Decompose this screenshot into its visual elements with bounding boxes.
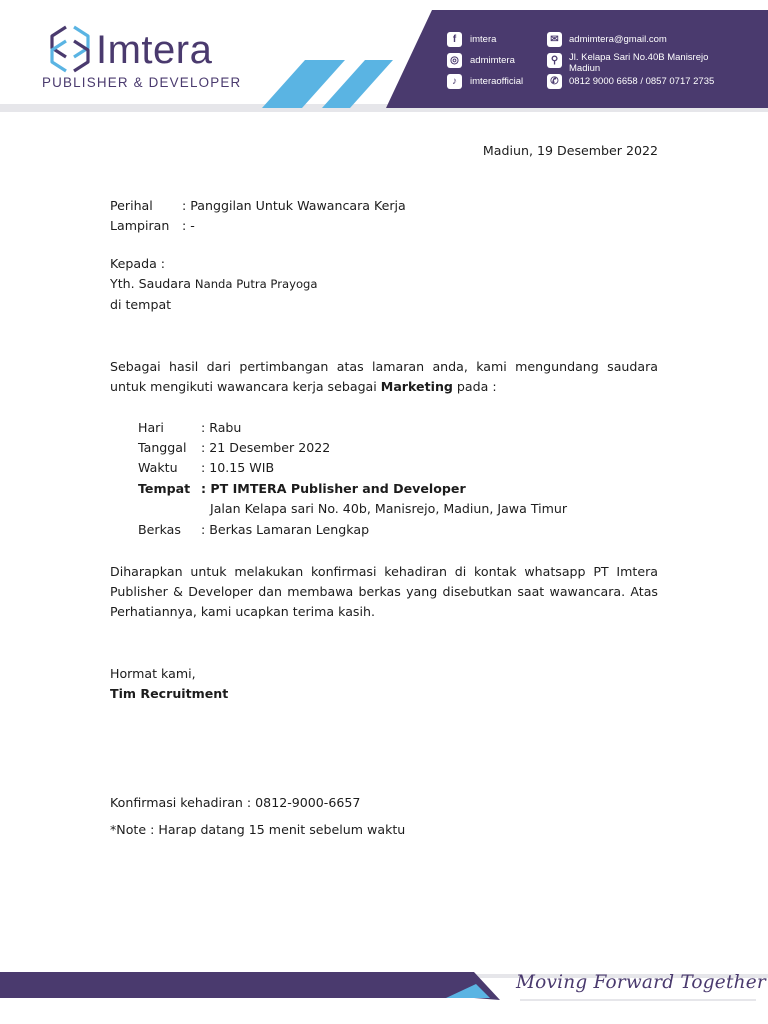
intro-text: Sebagai hasil dari pertimbangan atas lamaran anda, kami mengundang saudara untuk mengikuti wawancara kerja sebagai — [110, 359, 658, 394]
note-line: *Note : Harap datang 15 menit sebelum waktu — [110, 822, 406, 837]
berkas-value: : Berkas Lamaran Lengkap — [201, 522, 370, 537]
lampiran-label: Lampiran — [110, 218, 170, 233]
hari-label: Hari — [138, 420, 164, 435]
contact-list — [0, 0, 768, 112]
contact-phone: 0812 9000 6658 / 0857 0717 2735 — [569, 76, 715, 87]
detail-waktu — [138, 458, 274, 478]
letter-date: Madiun, 19 Desember 2022 — [482, 143, 658, 158]
perihal-row — [110, 196, 406, 216]
waktu-value: : 10.15 WIB — [201, 460, 275, 475]
tempat-value: : PT IMTERA Publisher and Developer — [201, 481, 466, 496]
contact-address-line2: Madiun — [569, 63, 601, 74]
contact-email: admimtera@gmail.com — [569, 34, 667, 45]
detail-berkas — [138, 520, 369, 540]
perihal-label: Perihal — [110, 198, 153, 213]
tanggal-label: Tanggal — [138, 440, 187, 455]
intro-paragraph — [110, 357, 658, 397]
recipient-name: Nanda Putra Prayoga — [194, 277, 318, 291]
brand-name: Imtera — [96, 28, 213, 72]
di-tempat: di tempat — [110, 297, 172, 312]
konfirmasi-line: Konfirmasi kehadiran : 0812-9000-6657 — [110, 795, 361, 810]
facebook-icon: f — [447, 32, 462, 47]
hari-value: : Rabu — [201, 420, 242, 435]
instagram-icon: ◎ — [447, 53, 462, 68]
closing-paragraph: Diharapkan untuk melakukan konfirmasi kehadiran di kontak whatsapp PT Imtera Publisher & Developer dan membawa berkas yang disebutkan saat wawancara. Atas Perhatiannya, kami ucapkan terima kasih. — [110, 564, 658, 619]
detail-hari — [138, 418, 241, 438]
email-icon: ✉ — [547, 32, 562, 47]
signatory: Tim Recruitment — [110, 686, 229, 701]
berkas-label: Berkas — [138, 522, 181, 537]
intro-position: Marketing — [380, 379, 453, 394]
detail-tempat — [138, 479, 466, 499]
contact-address-line1: Jl. Kelapa Sari No.40B Manisrejo — [569, 52, 709, 63]
whatsapp-icon: ✆ — [547, 74, 562, 89]
brand-tagline: PUBLISHER & DEVELOPER — [42, 75, 242, 90]
tempat-label: Tempat — [138, 481, 191, 496]
lampiran-row — [110, 216, 195, 236]
contact-facebook: imtera — [470, 34, 497, 45]
detail-tanggal — [138, 438, 330, 458]
recipient-line — [110, 274, 318, 294]
tempat-address: Jalan Kelapa sari No. 40b, Manisrejo, Madiun, Jawa Timur — [210, 501, 568, 516]
perihal-value: : Panggilan Untuk Wawancara Kerja — [182, 198, 406, 213]
lampiran-value: : - — [182, 218, 195, 233]
footer-tagline: Moving Forward Together — [516, 972, 766, 993]
tanggal-value: : 21 Desember 2022 — [201, 440, 331, 455]
location-pin-icon: ⚲ — [547, 53, 562, 68]
tiktok-icon: ♪ — [447, 74, 462, 89]
contact-instagram: admimtera — [470, 55, 515, 66]
recipient-prefix: Yth. Saudara — [110, 276, 195, 291]
kepada-label: Kepada : — [110, 256, 166, 271]
hormat-kami: Hormat kami, — [110, 666, 196, 681]
contact-tiktok: imteraofficial — [470, 76, 524, 87]
waktu-label: Waktu — [138, 460, 178, 475]
intro-tail: pada : — [452, 379, 497, 394]
